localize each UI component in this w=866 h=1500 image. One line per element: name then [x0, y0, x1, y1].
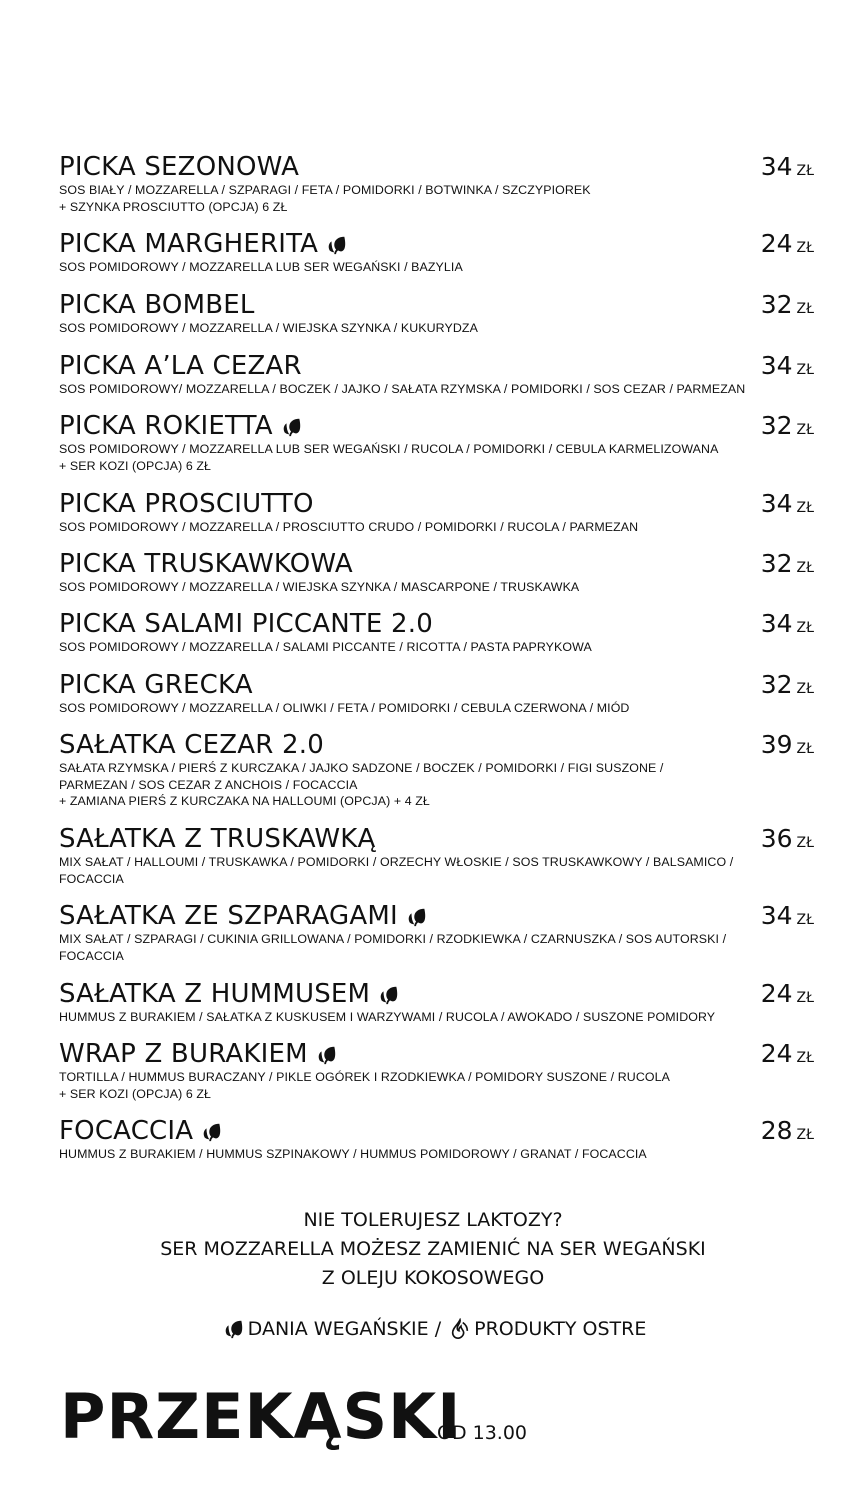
- item-name: PICKA PROSCIUTTO: [59, 489, 314, 519]
- item-price: 39 ZŁ: [760, 730, 814, 759]
- leaf-icon: [201, 1120, 223, 1142]
- item-price: 34 ZŁ: [760, 901, 814, 930]
- item-option: + SER KOZI (OPCJA) 6 ZŁ: [59, 458, 212, 473]
- item-description: SOS POMIDOROWY / MOZZARELLA LUB SER WEGAŃSKI / BAZYLIA: [59, 260, 463, 274]
- item-price: 24 ZŁ: [760, 979, 814, 1008]
- item-option: + SZYNKA PROSCIUTTO (OPCJA) 6 ZŁ: [59, 199, 288, 214]
- menu-item: [59, 489, 814, 536]
- leaf-icon: [406, 905, 428, 927]
- flame-icon: [449, 1318, 471, 1340]
- item-description: SOS POMIDOROWY / MOZZARELLA / WIEJSKA SZYNKA / MASCARPONE / TRUSKAWKA: [59, 580, 580, 594]
- item-description: SOS POMIDOROWY / MOZZARELLA / OLIWKI / FETA / POMIDORKI / CEBULA CZERWONA / MIÓD: [59, 701, 630, 715]
- item-description: HUMMUS Z BURAKIEM / SAŁATKA Z KUSKUSEM I WARZYWAMI / RUCOLA / AWOKADO / SUSZONE POMIDORY: [59, 1010, 716, 1024]
- item-name: PICKA TRUSKAWKOWA: [59, 549, 353, 579]
- item-description: SOS POMIDOROWY / MOZZARELLA / PROSCIUTTO CRUDO / POMIDORKI / RUCOLA / PARMEZAN: [59, 520, 639, 534]
- item-price: 24 ZŁ: [760, 229, 814, 258]
- leaf-icon: [378, 983, 400, 1005]
- menu-item: [59, 901, 814, 964]
- item-price: 34 ZŁ: [760, 489, 814, 518]
- item-name: PICKA GRECKA: [59, 670, 253, 700]
- menu-item: [59, 670, 814, 717]
- menu-item: [59, 824, 814, 887]
- menu-item: [59, 152, 814, 215]
- item-description: TORTILLA / HUMMUS BURACZANY / PIKLE OGÓREK I RZODKIEWKA / POMIDORY SUSZONE / RUCOLA: [59, 1070, 670, 1084]
- item-description: FOCACCIA: [59, 871, 124, 886]
- note-line: Z OLEJU KOKOSOWEGO: [321, 1267, 545, 1289]
- item-name: SAŁATKA ZE SZPARAGAMI: [59, 901, 814, 931]
- leaf-icon: [326, 233, 348, 255]
- item-description: HUMMUS Z BURAKIEM / HUMMUS SZPINAKOWY / HUMMUS POMIDOROWY / GRANAT / FOCACCIA: [59, 1147, 647, 1161]
- item-name: PICKA SALAMI PICCANTE 2.0: [59, 609, 433, 639]
- note-line: NIE TOLERUJESZ LAKTOZY?: [303, 1209, 563, 1231]
- item-price: 34 ZŁ: [760, 609, 814, 638]
- legend-spicy-label: PRODUKTY OSTRE: [474, 1318, 647, 1340]
- item-name: PICKA MARGHERITA: [59, 229, 814, 259]
- item-description: FOCACCIA: [59, 948, 124, 963]
- item-description: SAŁATA RZYMSKA / PIERŚ Z KURCZAKA / JAJKO SADZONE / BOCZEK / POMIDORKI / FIGI SUSZONE /: [59, 761, 664, 775]
- item-name: WRAP Z BURAKIEM: [59, 1039, 814, 1069]
- item-option: + ZAMIANA PIERŚ Z KURCZAKA NA HALLOUMI (OPCJA) + 4 ZŁ: [59, 794, 430, 808]
- section-hours: OD 13.00: [437, 1422, 528, 1444]
- item-option: + SER KOZI (OPCJA) 6 ZŁ: [59, 1086, 212, 1101]
- menu-item: [59, 351, 814, 398]
- item-name: PICKA ROKIETTA: [59, 411, 814, 441]
- item-name: SAŁATKA CEZAR 2.0: [59, 730, 324, 760]
- menu-item: [59, 730, 814, 810]
- leaf-icon: [223, 1318, 245, 1340]
- menu-item: [59, 411, 814, 474]
- item-name: PICKA A’LA CEZAR: [59, 351, 302, 381]
- item-description: SOS POMIDOROWY/ MOZZARELLA / BOCZEK / JAJKO / SAŁATA RZYMSKA / POMIDORKI / SOS CEZAR / PARMEZAN: [59, 382, 746, 396]
- item-price: 32 ZŁ: [760, 670, 814, 699]
- item-description: SOS BIAŁY / MOZZARELLA / SZPARAGI / FETA / POMIDORKI / BOTWINKA / SZCZYPIOREK: [59, 183, 591, 197]
- lactose-note: [0, 1206, 866, 1293]
- item-description: SOS POMIDOROWY / MOZZARELLA / WIEJSKA SZYNKA / KUKURYDZA: [59, 321, 478, 335]
- menu-item: [59, 1039, 814, 1102]
- item-name: PICKA BOMBEL: [59, 290, 255, 320]
- item-description: PARMEZAN / SOS CEZAR Z ANCHOIS / FOCACCIA: [59, 777, 358, 792]
- item-name: SAŁATKA Z HUMMUSEM: [59, 979, 814, 1009]
- item-description: MIX SAŁAT / HALLOUMI / TRUSKAWKA / POMIDORKI / ORZECHY WŁOSKIE / SOS TRUSKAWKOWY / BALSAMICO /: [59, 855, 734, 869]
- item-price: 34 ZŁ: [760, 351, 814, 380]
- legend-vegan-label: DANIA WEGAŃSKIE /: [247, 1318, 442, 1340]
- item-name: SAŁATKA Z TRUSKAWKĄ: [59, 824, 376, 854]
- item-description: MIX SAŁAT / SZPARAGI / CUKINIA GRILLOWANA / POMIDORKI / RZODKIEWKA / CZARNUSZKA / SOS AUTORSKI /: [59, 932, 727, 946]
- item-name: FOCACCIA: [59, 1116, 814, 1146]
- item-price: 28 ZŁ: [760, 1116, 814, 1145]
- menu-item: [59, 609, 814, 656]
- legend: [0, 1318, 866, 1340]
- item-description: SOS POMIDOROWY / MOZZARELLA / SALAMI PICCANTE / RICOTTA / PASTA PAPRYKOWA: [59, 640, 592, 654]
- item-price: 34 ZŁ: [760, 152, 814, 181]
- item-price: 32 ZŁ: [760, 549, 814, 578]
- item-name: PICKA SEZONOWA: [59, 152, 300, 182]
- menu-item: [59, 979, 814, 1026]
- item-price: 24 ZŁ: [760, 1039, 814, 1068]
- menu-item: [59, 229, 814, 276]
- item-price: 32 ZŁ: [760, 290, 814, 319]
- item-price: 36 ZŁ: [760, 824, 814, 853]
- menu-item: [59, 290, 814, 337]
- leaf-icon: [316, 1043, 338, 1065]
- menu-item: [59, 1116, 814, 1163]
- item-price: 32 ZŁ: [760, 411, 814, 440]
- leaf-icon: [281, 415, 303, 437]
- menu-item: [59, 549, 814, 596]
- item-description: SOS POMIDOROWY / MOZZARELLA LUB SER WEGAŃSKI / RUCOLA / POMIDORKI / CEBULA KARMELIZOWANA: [59, 442, 719, 456]
- note-line: SER MOZZARELLA MOŻESZ ZAMIENIĆ NA SER WEGAŃSKI: [160, 1238, 706, 1260]
- section-title: PRZEKĄSKI: [60, 1380, 462, 1453]
